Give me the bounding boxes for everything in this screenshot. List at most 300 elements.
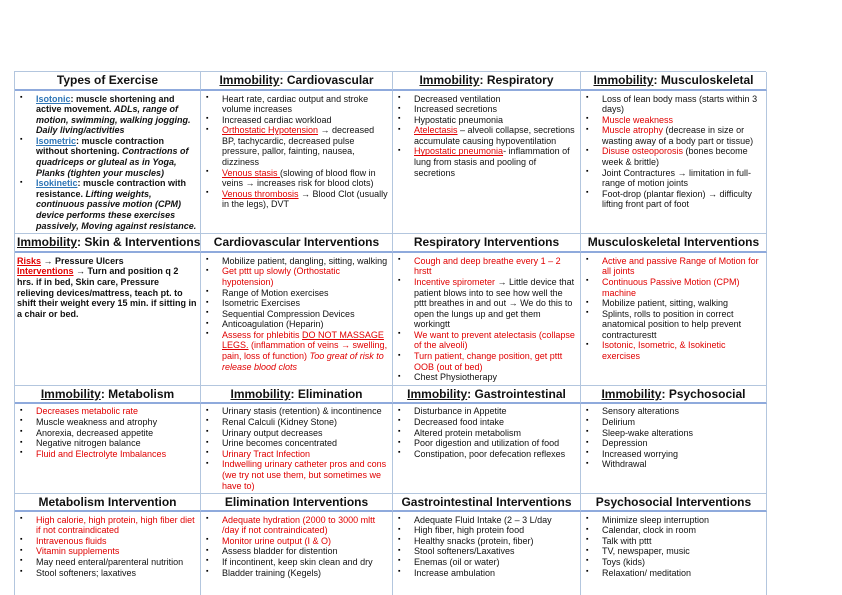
header-text: Immobility [407,386,468,401]
list-item [581,515,763,526]
header-text: Psychosocial Interventions [595,495,752,510]
bullet-marker-icon: ▪ [586,94,589,101]
bullet-marker-icon: ▪ [20,546,23,554]
text-segment: Muscle weakness and atrophy [36,416,158,427]
bullet-marker-icon: ▪ [586,146,589,154]
header-text: Cardiovascular Interventions [213,235,380,250]
list-item [581,125,763,146]
header-text: Immobility [230,386,291,401]
text-segment: Muscle atrophy [602,125,664,136]
text-segment: (decrease in size or wasting away of a body part or tissue) [602,125,754,146]
section-content-cell [201,253,393,386]
list-item [393,277,577,330]
bullet-marker-icon: ▪ [586,406,589,414]
bullet-marker-icon: ▪ [206,417,209,425]
text-segment: Urinary stasis (retention) & incontinence [222,406,382,417]
section-header [393,234,581,253]
list-item [201,459,389,491]
list-item [393,330,577,351]
text-segment: Vitamin supplements [36,546,120,557]
bullet-marker-icon: ▪ [398,525,401,533]
text-segment: Turn patient, change position, get pttt OOB (out of bed) [414,351,563,372]
section-header [393,494,581,512]
bullet-marker-icon: ▪ [20,536,23,544]
text-segment: Toys (kids) [602,556,646,567]
section-content-cell [581,512,767,595]
list-item [393,115,577,126]
bullet-marker-icon: ▪ [206,309,209,317]
term-link[interactable]: Isotonic [36,93,71,104]
list-item [15,136,197,178]
list-item [393,428,577,439]
list-item [15,94,197,136]
list-item [393,125,577,146]
list-item [15,438,197,449]
section-header [15,234,201,253]
list-item [581,428,763,439]
list-item [15,515,197,536]
text-segment: Splints, rolls to position in correct anatomical position to help prevent contracturestt [602,308,742,340]
bullet-marker-icon: ▪ [398,417,401,425]
text-segment: (slowing of blood flow in veins → increases risk for blood clots) [222,167,376,189]
text-segment: Increased secretions [414,104,498,115]
bullet-marker-icon: ▪ [20,449,23,457]
text-segment: Talk with pttt [602,535,652,546]
text-segment: Hypostatic pneumonia [414,114,504,125]
text-segment: Renal Calculi (Kidney Stone) [222,416,338,427]
list-item [201,256,389,267]
header-text: : Gastrointestinal [467,386,566,401]
list-item [15,256,197,267]
list-item [393,406,577,417]
bullet-marker-icon: ▪ [206,546,209,554]
list-item [581,438,763,449]
text-segment: → Little device that patient blows into to see how well the pttt breathes in and out → We do this to open the lungs up and get them workingtt [414,276,575,330]
list-item [201,168,389,189]
bullet-marker-icon: ▪ [398,256,401,264]
header-text: Musculoskeletal Interventions [587,235,760,250]
section-content-cell [15,512,201,595]
bullet-marker-icon: ▪ [398,406,401,414]
list-item [15,536,197,547]
bullet-marker-icon: ▪ [586,168,589,176]
list-item [393,438,577,449]
section-content-cell [15,404,201,494]
list-item [201,568,389,579]
list-item [393,449,577,460]
section-header [201,234,393,253]
section-content-cell [201,91,393,234]
bullet-marker-icon: ▪ [206,189,209,197]
text-segment: Negative nitrogen balance [36,438,141,449]
text-segment: Increase ambulation [414,567,496,578]
header-text: : Musculoskeletal [653,73,754,87]
text-segment: Heart rate, cardiac output and stroke volume increases [222,93,369,115]
bullet-marker-icon: ▪ [20,417,23,425]
text-segment: Intravenous fluids [36,535,107,546]
header-text: : Elimination [290,386,363,401]
text-segment: Adequate Fluid Intake (2 – 3 L/day [414,514,552,525]
text-segment: Hypostatic pneumonia [414,146,504,157]
list-item [581,298,763,309]
term-link[interactable]: Isometric [36,135,77,146]
text-segment: Anorexia, decreased appetite [36,427,154,438]
bullet-marker-icon: ▪ [398,94,401,101]
bullet-marker-icon: ▪ [398,536,401,544]
section-header [581,72,767,91]
text-segment: Decreased ventilation [414,93,501,104]
list-item [581,449,763,460]
text-segment: Mobilize patient, sitting, walking [602,298,729,309]
text-segment: Indwelling urinary catheter pros and cons (we try not use them, but sometimes we have to) [222,459,387,491]
list-item [201,449,389,460]
bullet-marker-icon: ▪ [206,557,209,565]
list-item [201,94,389,115]
section-header [15,386,201,404]
bullet-marker-icon: ▪ [398,515,401,523]
list-item [581,256,763,277]
list-item [15,568,197,579]
bullet-marker-icon: ▪ [586,438,589,446]
text-segment: Withdrawal [602,459,647,470]
text-segment: May need enteral/parenteral nutrition [36,556,184,567]
list-item [201,428,389,439]
bullet-marker-icon: ▪ [586,298,589,306]
bullet-marker-icon: ▪ [398,568,401,576]
header-text: Metabolism Intervention [38,495,177,510]
section-header [201,494,393,512]
list-item [201,438,389,449]
list-item [581,568,763,579]
list-item [201,309,389,320]
text-segment: Monitor urine output (I & O) [222,535,332,546]
header-text: Immobility [219,73,280,87]
text-segment: Delirium [602,416,636,427]
text-segment: Orthostatic Hypotension [222,125,319,136]
bullet-marker-icon: ▪ [398,125,401,133]
text-segment: Urine becomes concentrated [222,438,338,449]
text-segment: Altered protein metabolism [414,427,522,438]
list-item [393,351,577,372]
bullet-marker-icon: ▪ [586,546,589,554]
list-item [393,546,577,557]
bullet-marker-icon: ▪ [20,136,23,144]
section-content-cell [15,91,201,234]
section-header [581,386,767,404]
bullet-marker-icon: ▪ [206,94,209,101]
list-item [581,94,763,115]
list-item [393,525,577,536]
list-item [393,94,577,105]
section-header [581,494,767,512]
section-content-cell [393,404,581,494]
section-content-cell [393,91,581,234]
list-item [201,406,389,417]
text-segment: Isometric Exercises [222,298,301,309]
bullet-marker-icon: ▪ [206,125,209,133]
list-item [581,525,763,536]
section-content-cell [201,512,393,595]
text-segment: Poor digestion and utilization of food [414,438,560,449]
list-item [201,536,389,547]
bullet-marker-icon: ▪ [20,428,23,436]
text-segment: Too great of risk to release blood clots [222,351,384,372]
header-text: : Metabolism [100,386,175,401]
header-text: Gastrointestinal Interventions [401,495,572,510]
list-item [581,146,763,167]
section-content-cell [393,512,581,595]
section-header [15,494,201,512]
list-item [15,406,197,417]
header-text: : Cardiovascular [279,73,374,87]
bullet-marker-icon: ▪ [586,256,589,264]
list-item [201,319,389,330]
text-segment: High fiber, high protein food [414,525,525,536]
section-header [15,72,201,91]
list-item [393,536,577,547]
header-text: Immobility [17,235,78,250]
header-text: Immobility [593,73,654,87]
list-item [15,557,197,568]
bullet-marker-icon: ▪ [398,277,401,285]
text-segment: Cough and deep breathe every 1 – 2 hrstt [414,255,561,277]
text-segment: (inflammation of veins → swelling, pain, loss of function) [222,340,388,362]
text-segment: Isotonic, Isometric, & Isokinetic exercises [602,340,726,362]
bullet-marker-icon: ▪ [398,428,401,436]
text-segment: – alveoli collapse, secretions accumulate causing hypoventilation [414,125,575,146]
list-item [393,557,577,568]
bullet-marker-icon: ▪ [398,104,401,112]
bullet-marker-icon: ▪ [20,568,23,576]
list-item [15,417,197,428]
bullet-marker-icon: ▪ [206,515,209,523]
text-segment: Constipation, poor defecation reflexes [414,448,566,459]
bullet-marker-icon: ▪ [20,438,23,446]
section-content-cell [393,253,581,386]
section-content-cell [581,404,767,494]
bullet-marker-icon: ▪ [398,438,401,446]
bullet-marker-icon: ▪ [20,406,23,414]
bullet-marker-icon: ▪ [398,351,401,359]
header-text: Types of Exercise [56,73,159,87]
text-segment: High calorie, high protein, high fiber diet if not contraindicated [36,514,195,536]
text-segment: If incontinent, keep skin clean and dry [222,556,373,567]
header-text: : Psychosocial [661,386,746,401]
bullet-marker-icon: ▪ [206,115,209,123]
list-item [15,546,197,557]
bullet-marker-icon: ▪ [20,515,23,523]
text-segment: Mobilize patient, dangling, sitting, walking [222,255,388,266]
bullet-marker-icon: ▪ [398,546,401,554]
list-item [393,568,577,579]
bullet-marker-icon: ▪ [398,115,401,123]
text-segment: Increased cardiac workload [222,114,332,125]
list-item [15,428,197,439]
bullet-marker-icon: ▪ [206,406,209,414]
header-text: : Respiratory [479,73,554,87]
bullet-marker-icon: ▪ [20,557,23,565]
text-segment: Sequential Compression Devices [222,308,355,319]
bullet-marker-icon: ▪ [398,146,401,154]
list-item [201,115,389,126]
text-segment: TV, newspaper, music [602,546,690,557]
text-segment: Incentive spirometer [414,276,496,287]
list-item [393,515,577,526]
bullet-marker-icon: ▪ [586,277,589,285]
list-item [581,417,763,428]
text-segment: Assess bladder for distention [222,546,338,557]
text-segment: Sensory alterations [602,406,680,417]
list-item [201,557,389,568]
text-segment: Continuous Passive Motion (CPM) machine [602,276,740,298]
text-segment: Decreased food intake [414,416,505,427]
notes-table [14,71,766,595]
header-text: : Skin & Interventions [77,235,201,250]
bullet-marker-icon: ▪ [586,417,589,425]
text-segment: : muscle shortening and active movement. [36,93,175,115]
list-item [15,178,197,231]
text-segment: Lifting weights, continuous passive motion (CPM) device performs these exercises passively, Moving against resistance. [36,188,197,231]
header-text: Elimination Interventions [224,495,369,510]
bullet-marker-icon: ▪ [206,459,209,467]
text-segment: Foot-drop (plantar flexion) → difficulty lifting front part of foot [602,188,752,210]
text-segment: Calendar, clock in room [602,525,697,536]
text-segment: - inflammation of lung from stasis and pooling of secretions [414,146,570,178]
bullet-marker-icon: ▪ [206,568,209,576]
bullet-marker-icon: ▪ [586,525,589,533]
bullet-marker-icon: ▪ [206,168,209,176]
bullet-marker-icon: ▪ [586,536,589,544]
text-segment: → Pressure Ulcers [41,255,124,266]
list-item [393,417,577,428]
list-item [581,189,763,210]
text-segment: Range of Motion exercises [222,287,329,298]
list-item [201,330,389,372]
text-segment: : muscle contraction with resistance. [36,178,187,199]
text-segment: → decreased BP, tachycardic, decreased pulse pressure, pallor, fainting, nausea, dizziness [222,125,375,168]
text-segment: Venous thrombosis [222,188,299,199]
list-item [201,266,389,287]
list-item [201,189,389,210]
bullet-marker-icon: ▪ [206,428,209,436]
text-segment: Chest Physiotherapy [414,372,498,383]
text-segment: Increased worrying [602,448,679,459]
bullet-marker-icon: ▪ [206,449,209,457]
bullet-marker-icon: ▪ [398,557,401,565]
text-segment: Get pttt up slowly (Orthostatic hypotension) [222,266,341,287]
bullet-marker-icon: ▪ [586,449,589,457]
text-segment: Interventions [17,266,74,277]
text-segment: We want to prevent atelectasis (collapse of the alveoli) [414,329,575,351]
text-segment: (bones become week & brittle) [602,146,748,168]
term-link[interactable]: Isokinetic [36,178,78,189]
text-segment: Fluid and Electrolyte Imbalances [36,448,167,459]
list-item [201,515,389,536]
section-header [201,72,393,91]
text-segment: Loss of lean body mass (starts within 3 days) [602,93,758,115]
text-segment: Risks [17,255,42,266]
text-segment: Stool softeners/Laxatives [414,546,515,557]
text-segment: ADLs, range of motion, swimming, walking jogging. Daily living/activities [36,104,191,136]
list-item [201,288,389,299]
bullet-marker-icon: ▪ [20,94,23,101]
bullet-marker-icon: ▪ [206,319,209,327]
bullet-marker-icon: ▪ [206,330,209,338]
list-item [581,536,763,547]
list-item [201,546,389,557]
text-segment: Assess for phlebitis [222,329,303,340]
text-segment: Stool softeners; laxatives [36,567,137,578]
text-segment: Contractions of quadriceps or gluteal as in Yoga, Planks (tighten your muscles) [36,146,189,178]
section-content-cell [581,91,767,234]
bullet-marker-icon: ▪ [20,178,23,186]
text-segment: Disuse osteoporosis [602,146,686,157]
text-segment: Minimize sleep interruption [602,514,710,525]
section-header [581,234,767,253]
list-item [581,557,763,568]
section-content-cell [581,253,767,386]
text-segment: : muscle contraction without shortening. [36,135,165,157]
text-segment: Adequate hydration (2000 to 3000 mltt /day if not contraindicated) [222,514,376,536]
bullet-marker-icon: ▪ [586,568,589,576]
section-content-cell [201,404,393,494]
bullet-marker-icon: ▪ [586,459,589,467]
text-segment: Enemas (oil or water) [414,556,500,567]
header-text: Immobility [601,386,662,401]
list-item [393,146,577,178]
text-segment: Disturbance in Appetite [414,406,507,417]
bullet-marker-icon: ▪ [206,438,209,446]
text-segment: Relaxation/ meditation [602,567,692,578]
bullet-marker-icon: ▪ [206,256,209,264]
text-segment: Healthy snacks (protein, fiber) [414,535,534,546]
bullet-marker-icon: ▪ [398,330,401,338]
text-segment: Urinary output decreases [222,427,323,438]
text-segment: → Blood Clot (usually in the legs), DVT [222,188,388,210]
header-text: Immobility [419,73,480,87]
bullet-marker-icon: ▪ [586,340,589,348]
bullet-marker-icon: ▪ [586,309,589,317]
list-item [393,256,577,277]
list-item [581,168,763,189]
text-segment: Joint Contractures → limitation in full-range of motion joints [602,167,752,189]
list-item [201,125,389,167]
bullet-marker-icon: ▪ [206,298,209,306]
bullet-marker-icon: ▪ [586,428,589,436]
text-segment: Decreases metabolic rate [36,406,139,417]
list-item [581,459,763,470]
section-header [393,386,581,404]
bullet-marker-icon: ▪ [586,189,589,197]
bullet-marker-icon: ▪ [398,449,401,457]
list-item [15,266,197,319]
section-content-cell [15,253,201,386]
list-item [581,309,763,341]
text-segment: DO NOT MASSAGE LEGS. [222,329,384,351]
section-header [201,386,393,404]
list-item [201,298,389,309]
bullet-marker-icon: ▪ [206,288,209,295]
list-item [581,277,763,298]
text-segment: Muscle weakness [602,114,674,125]
text-segment: Urinary Tract Infection [222,448,311,459]
list-item [581,546,763,557]
list-item [581,340,763,361]
bullet-marker-icon: ▪ [586,557,589,565]
text-segment: Sleep-wake alterations [602,427,694,438]
list-item [581,406,763,417]
list-item [393,104,577,115]
